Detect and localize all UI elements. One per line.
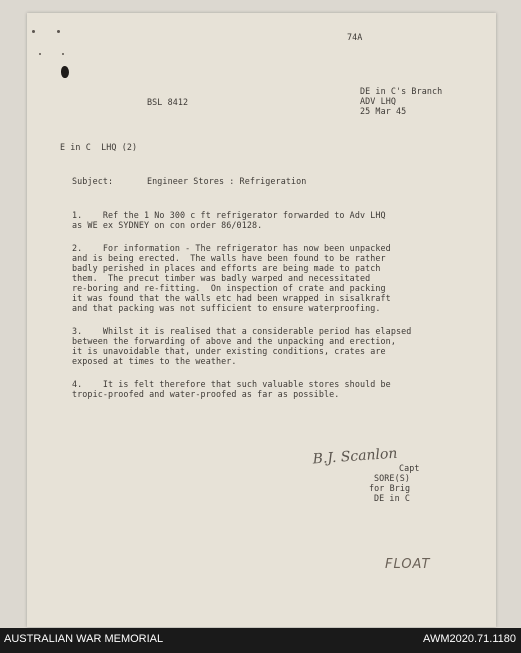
paragraph-line: it was found that the walls etc had been wrapped in sisalkraft (72, 293, 391, 303)
handwritten-signature: B.J. Scanlon (312, 445, 398, 468)
addressee: E in C LHQ (2) (60, 142, 138, 152)
paragraph-line: and that packing was not sufficient to ensure waterproofing. (72, 303, 381, 313)
footer-bar (0, 628, 521, 653)
paragraph-line: re-boring and re-fitting. On inspection of crate and packing (72, 283, 386, 293)
from-line: DE in C's Branch (360, 86, 443, 96)
paragraph-line: 1. Ref the 1 No 300 c ft refrigerator forwarded to Adv LHQ (72, 210, 386, 220)
pin-hole (57, 30, 60, 33)
pin-hole (32, 30, 35, 33)
paragraph-line: 2. For information - The refrigerator has now been unpacked (72, 243, 391, 253)
paragraph-line: as WE ex SYDNEY on con order 86/0128. (72, 220, 263, 230)
date-line: 25 Mar 45 (360, 106, 407, 116)
paragraph-line: exposed at times to the weather. (72, 356, 237, 366)
paragraph-line: 3. Whilst it is realised that a considerable period has elapsed (72, 326, 412, 336)
subject-text: Engineer Stores : Refrigeration (147, 176, 307, 186)
page-number: 74A (347, 32, 363, 42)
signoff-line: for Brig (369, 483, 411, 493)
signoff-line: SORE(S) (374, 473, 410, 483)
paragraph-line: 4. It is felt therefore that such valuable stores should be (72, 379, 391, 389)
subject-label: Subject: (72, 176, 114, 186)
reference-number: BSL 8412 (147, 97, 189, 107)
paragraph-line: tropic-proofed and water-proofed as far as possible. (72, 389, 340, 399)
handwritten-annotation: FLOAT (385, 557, 431, 572)
collection-name: AUSTRALIAN WAR MEMORIAL (4, 633, 164, 645)
pin-hole (39, 53, 41, 55)
paragraph-line: and is being erected. The walls have been found to be rather (72, 253, 386, 263)
paragraph-line: badly perished in places and efforts are being made to patch (72, 263, 381, 273)
accession-number: AWM2020.71.1180 (423, 633, 516, 645)
pin-hole (62, 53, 64, 55)
from-line: ADV LHQ (360, 96, 396, 106)
signoff-line: Capt (399, 463, 420, 473)
signoff-line: DE in C (374, 493, 410, 503)
paragraph-line: them. The precut timber was badly warped and necessitated (72, 273, 371, 283)
ink-blot (61, 66, 69, 78)
paragraph-line: it is unavoidable that, under existing conditions, crates are (72, 346, 386, 356)
document-page (27, 13, 496, 627)
paragraph-line: between the forwarding of above and the unpacking and erection, (72, 336, 396, 346)
